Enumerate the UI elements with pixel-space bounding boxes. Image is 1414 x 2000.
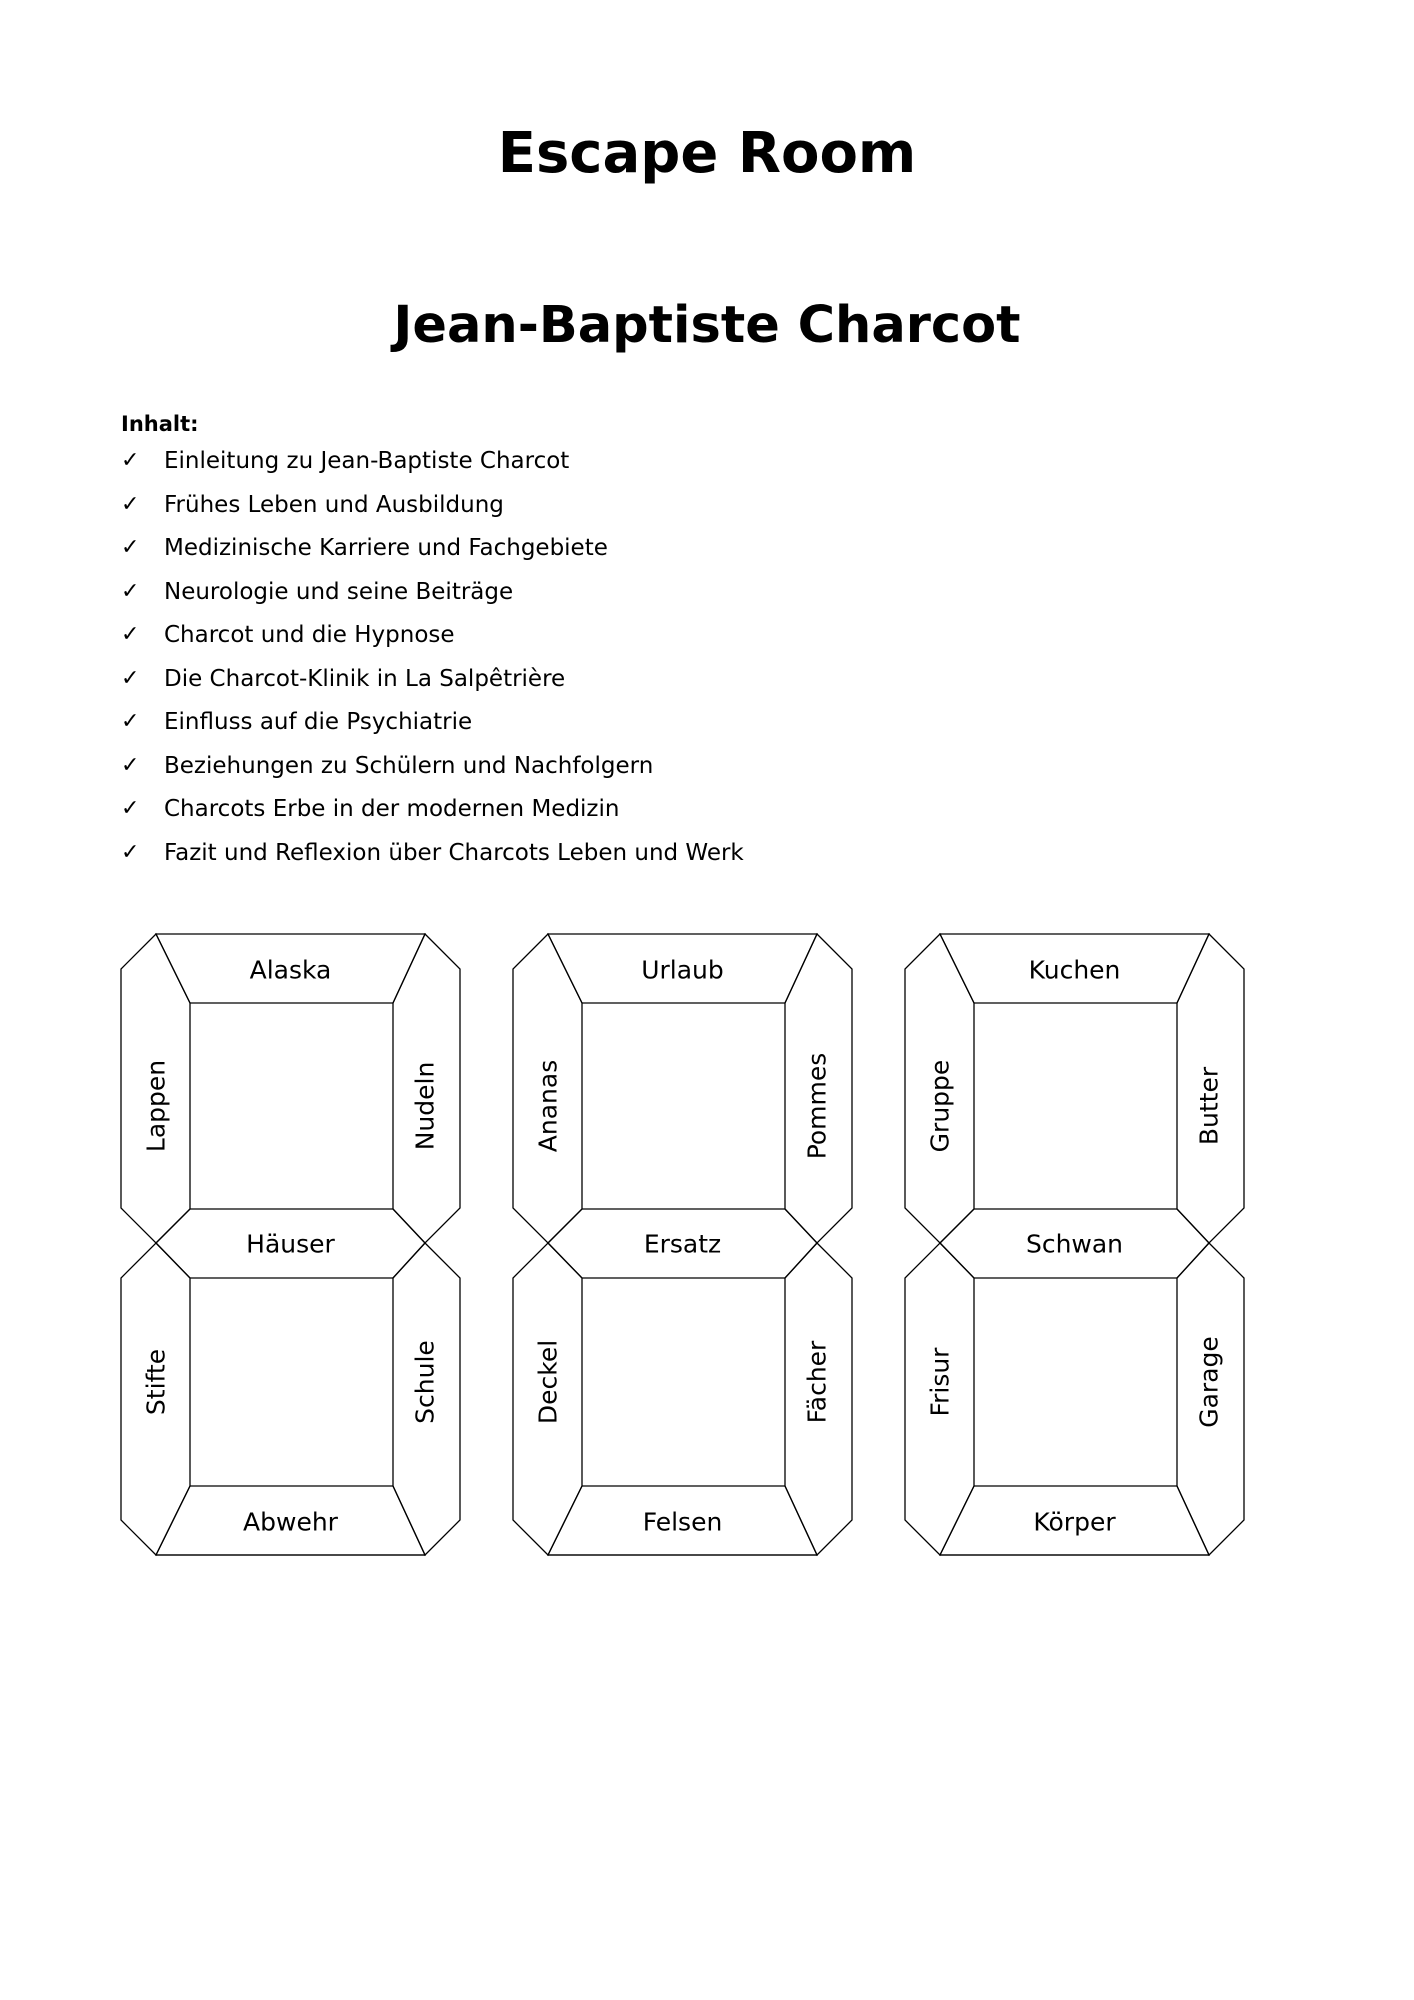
segment-label-bottom: Felsen <box>642 1507 723 1537</box>
segment-label-bottom-right: Garage <box>1194 1336 1224 1428</box>
checkmark-icon: ✓ <box>121 709 140 734</box>
segment-label-top: Urlaub <box>641 955 724 985</box>
segment-label-bottom-right: Fächer <box>802 1340 832 1424</box>
list-item-text: Charcot und die Hypnose <box>164 622 455 648</box>
list-item-text: Die Charcot-Klinik in La Salpêtrière <box>164 665 566 692</box>
segment-label-top-right: Nudeln <box>410 1061 440 1151</box>
checkmark-icon: ✓ <box>121 535 140 560</box>
checkmark-icon: ✓ <box>121 491 140 517</box>
segment-label-bottom-left: Stifte <box>141 1348 171 1416</box>
segment-label-middle: Häuser <box>246 1229 335 1259</box>
segment-digit <box>513 934 852 1555</box>
checkmark-icon: ✓ <box>121 665 140 691</box>
segment-label-bottom: Abwehr <box>243 1507 338 1537</box>
list-item-text: Medizinische Karriere und Fachgebiete <box>164 535 608 561</box>
list-item-text: Beziehungen zu Schülern und Nachfolgern <box>164 752 654 779</box>
segment-label-bottom: Körper <box>1033 1507 1116 1537</box>
page-title: Escape Room <box>497 121 917 186</box>
checkmark-icon: ✓ <box>121 448 140 473</box>
list-item-text: Fazit und Reflexion über Charcots Leben und Werk <box>164 839 744 866</box>
segment-label-middle: Ersatz <box>643 1229 722 1259</box>
segment-label-bottom-left: Frisur <box>925 1347 955 1417</box>
segment-label-top-right: Pommes <box>802 1052 832 1160</box>
segment-digit <box>905 934 1244 1555</box>
segment-label-top-left: Gruppe <box>925 1059 955 1153</box>
segment-label-middle: Schwan <box>1025 1229 1124 1259</box>
list-item-text: Einleitung zu Jean-Baptiste Charcot <box>164 448 570 474</box>
checkmark-icon: ✓ <box>121 622 140 647</box>
list-item-text: Neurologie und seine Beiträge <box>164 578 514 605</box>
checkmark-icon: ✓ <box>121 578 140 604</box>
segment-label-top-left: Lappen <box>141 1059 171 1153</box>
checkmark-icon: ✓ <box>121 796 140 821</box>
checkmark-icon: ✓ <box>121 839 140 865</box>
page-subtitle: Jean-Baptiste Charcot <box>393 296 1021 355</box>
segment-digit <box>121 934 460 1555</box>
segment-label-bottom-left: Deckel <box>533 1339 563 1425</box>
segment-label-bottom-right: Schule <box>410 1340 440 1424</box>
segment-label-top-left: Ananas <box>533 1059 563 1153</box>
list-item-text: Charcots Erbe in der modernen Medizin <box>164 796 620 822</box>
segment-label-top: Alaska <box>249 955 332 985</box>
checkmark-icon: ✓ <box>121 752 140 778</box>
list-item-text: Einfluss auf die Psychiatrie <box>164 709 473 735</box>
contents-heading: Inhalt: <box>121 412 199 436</box>
segment-label-top: Kuchen <box>1028 955 1121 985</box>
segment-label-top-right: Butter <box>1194 1066 1224 1146</box>
list-item-text: Frühes Leben und Ausbildung <box>164 491 504 518</box>
